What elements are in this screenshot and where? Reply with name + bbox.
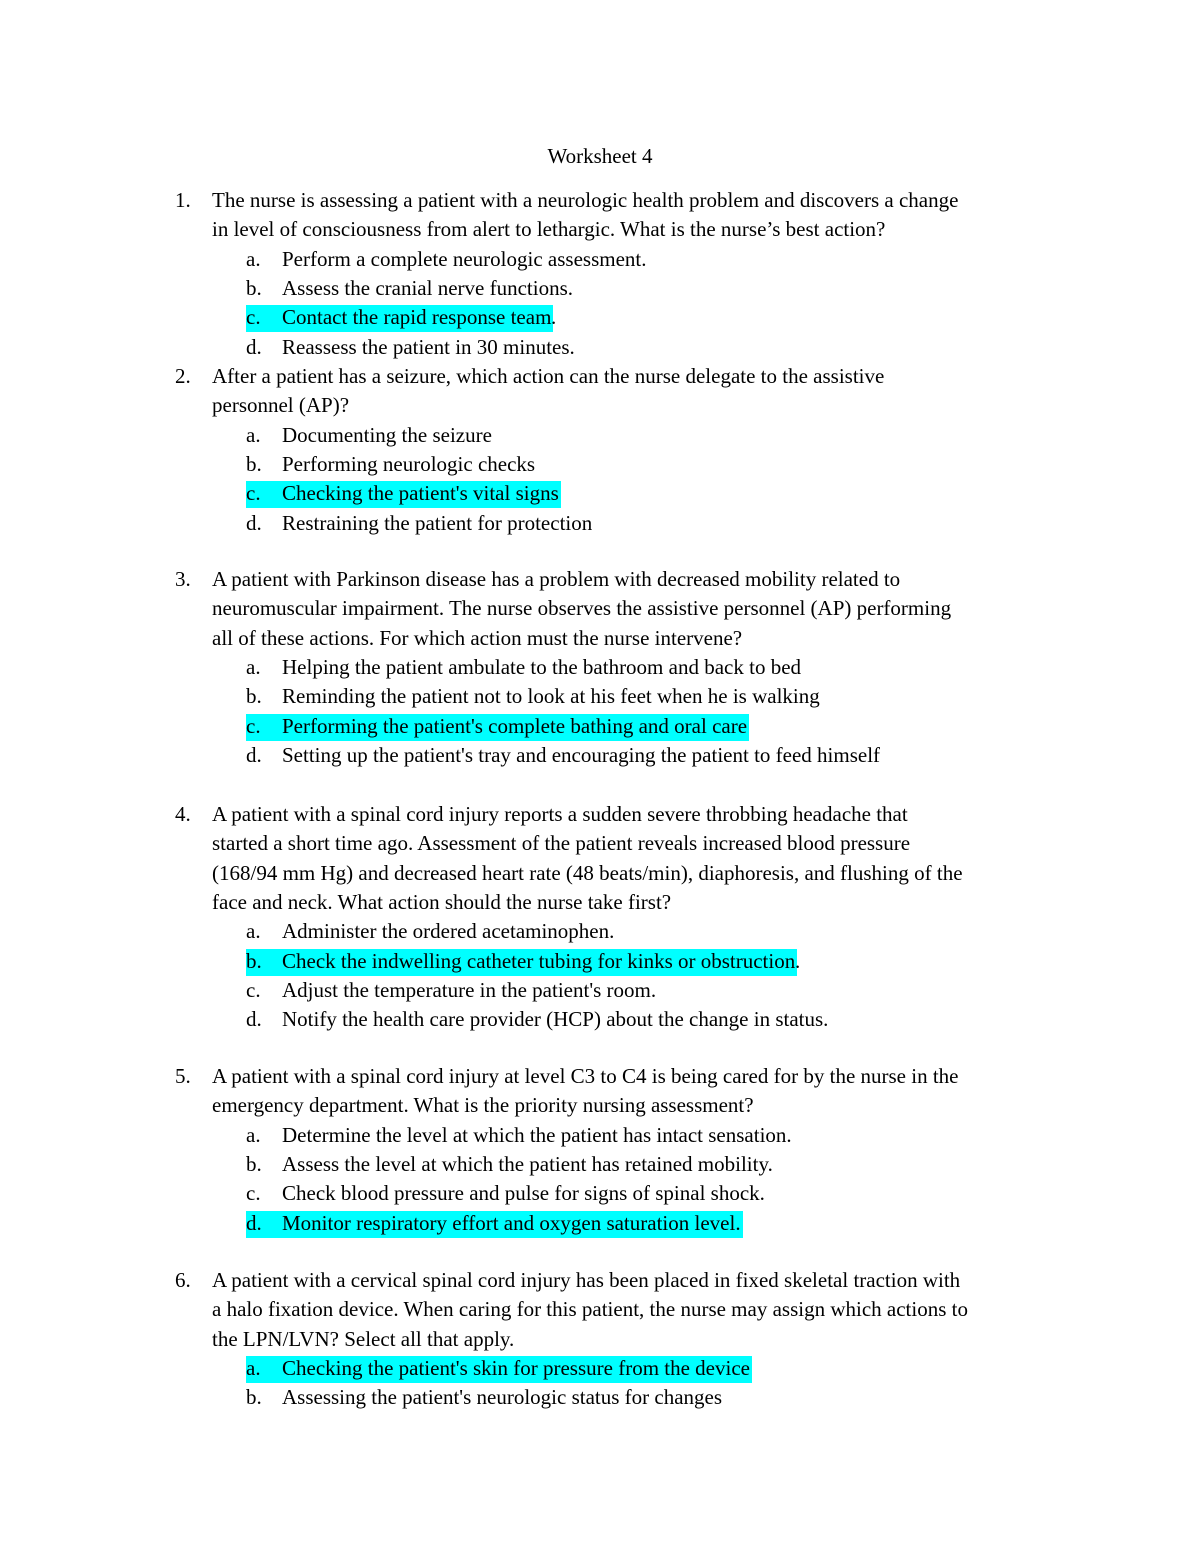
- answer-option-letter: d.: [246, 510, 262, 535]
- question-text-line: in level of consciousness from alert to lethargic. What is the nurse’s best action?: [212, 217, 886, 242]
- answer-option-letter: d.: [246, 742, 262, 767]
- question-text-line: neuromuscular impairment. The nurse observes the assistive personnel (AP) performing: [212, 596, 952, 621]
- question-text-line: emergency department. What is the priority nursing assessment?: [212, 1093, 754, 1118]
- question-text-line: personnel (AP)?: [212, 393, 350, 418]
- answer-option-text-highlighted: Checking the patient's skin for pressure from the device: [282, 1355, 750, 1380]
- answer-option-text-highlighted: Checking the patient's vital signs: [282, 481, 559, 506]
- answer-option-text: Reminding the patient not to look at his feet when he is walking: [282, 684, 820, 709]
- answer-option-text: Administer the ordered acetaminophen.: [282, 919, 615, 944]
- answer-option-letter: a.: [246, 1355, 261, 1380]
- answer-option-letter: c.: [246, 977, 261, 1002]
- answer-option-text: Perform a complete neurologic assessment.: [282, 246, 647, 271]
- answer-option-text: Assessing the patient's neurologic status for changes: [282, 1385, 723, 1410]
- answer-option-text: Adjust the temperature in the patient's room.: [282, 977, 657, 1002]
- answer-option-letter: a.: [246, 422, 261, 447]
- answer-option-letter: a.: [246, 919, 261, 944]
- answer-option-text: Notify the health care provider (HCP) about the change in status.: [282, 1007, 829, 1032]
- answer-option-text: Check blood pressure and pulse for signs of spinal shock.: [282, 1181, 765, 1206]
- question-text-line: a halo fixation device. When caring for this patient, the nurse may assign which actions to: [212, 1297, 968, 1322]
- answer-option-text: Determine the level at which the patient has intact sensation.: [282, 1122, 792, 1147]
- answer-option-letter: d.: [246, 1007, 262, 1032]
- answer-option-letter: b.: [246, 275, 262, 300]
- answer-option-text: Helping the patient ambulate to the bathroom and back to bed: [282, 654, 802, 679]
- question-text-line: A patient with a spinal cord injury at level C3 to C4 is being cared for by the nurse in the: [212, 1064, 959, 1088]
- answer-option-letter: a.: [246, 654, 261, 679]
- answer-option-suffix: .: [551, 305, 557, 330]
- answer-option-letter: b.: [246, 1385, 262, 1410]
- question-text-line: started a short time ago. Assessment of the patient reveals increased blood pressure: [212, 831, 911, 856]
- answer-option-letter: a.: [246, 246, 261, 271]
- question-text-line: The nurse is assessing a patient with a neurologic health problem and discovers a change: [212, 188, 959, 212]
- answer-option-text: Reassess the patient in 30 minutes.: [282, 334, 575, 359]
- question-text-line: After a patient has a seizure, which action can the nurse delegate to the assistive: [212, 364, 885, 388]
- question-text-line: (168/94 mm Hg) and decreased heart rate (48 beats/min), diaphoresis, and flushing of the: [212, 860, 963, 885]
- question-text-line: all of these actions. For which action must the nurse intervene?: [212, 625, 743, 650]
- answer-option-letter: b.: [246, 1151, 262, 1176]
- answer-option-text: Documenting the seizure: [282, 422, 492, 447]
- answer-option-letter: b.: [246, 684, 262, 709]
- question-number: 1.: [175, 188, 191, 212]
- question-text-line: the LPN/LVN? Select all that apply.: [212, 1326, 515, 1351]
- answer-option-suffix: .: [795, 948, 801, 973]
- answer-option-text-highlighted: Monitor respiratory effort and oxygen saturation level.: [282, 1210, 741, 1235]
- answer-option-text: Assess the level at which the patient has retained mobility.: [282, 1151, 773, 1176]
- question-number: 3.: [175, 567, 191, 591]
- answer-option-letter: b.: [246, 451, 262, 476]
- answer-option-text: Setting up the patient's tray and encouraging the patient to feed himself: [282, 742, 881, 767]
- question-number: 5.: [175, 1064, 191, 1088]
- question-text-line: face and neck. What action should the nurse take first?: [212, 889, 672, 914]
- answer-option-letter: c.: [246, 481, 261, 506]
- question-number: 2.: [175, 364, 191, 388]
- question-text-line: A patient with a cervical spinal cord injury has been placed in fixed skeletal traction with: [212, 1268, 961, 1292]
- answer-option-letter: b.: [246, 948, 262, 973]
- question-number: 6.: [175, 1268, 191, 1292]
- answer-option-letter: a.: [246, 1122, 261, 1147]
- answer-option-letter: c.: [246, 713, 261, 738]
- page-title: Worksheet 4: [547, 144, 653, 168]
- answer-option-letter: d.: [246, 1210, 262, 1235]
- answer-option-text: Performing neurologic checks: [282, 451, 536, 476]
- answer-option-text-highlighted: Performing the patient's complete bathing and oral care: [282, 713, 748, 738]
- answer-option-letter: c.: [246, 1181, 261, 1206]
- question-text-line: A patient with Parkinson disease has a problem with decreased mobility related to: [212, 567, 901, 591]
- answer-option-letter: c.: [246, 305, 261, 330]
- answer-option-text-highlighted: Check the indwelling catheter tubing for kinks or obstruction: [282, 948, 796, 973]
- answer-option-text: Assess the cranial nerve functions.: [282, 275, 573, 300]
- answer-option-text: Restraining the patient for protection: [282, 510, 593, 535]
- answer-option-text-highlighted: Contact the rapid response team: [282, 305, 552, 330]
- answer-option-letter: d.: [246, 334, 262, 359]
- question-number: 4.: [175, 802, 191, 826]
- question-text-line: A patient with a spinal cord injury reports a sudden severe throbbing headache that: [212, 802, 908, 826]
